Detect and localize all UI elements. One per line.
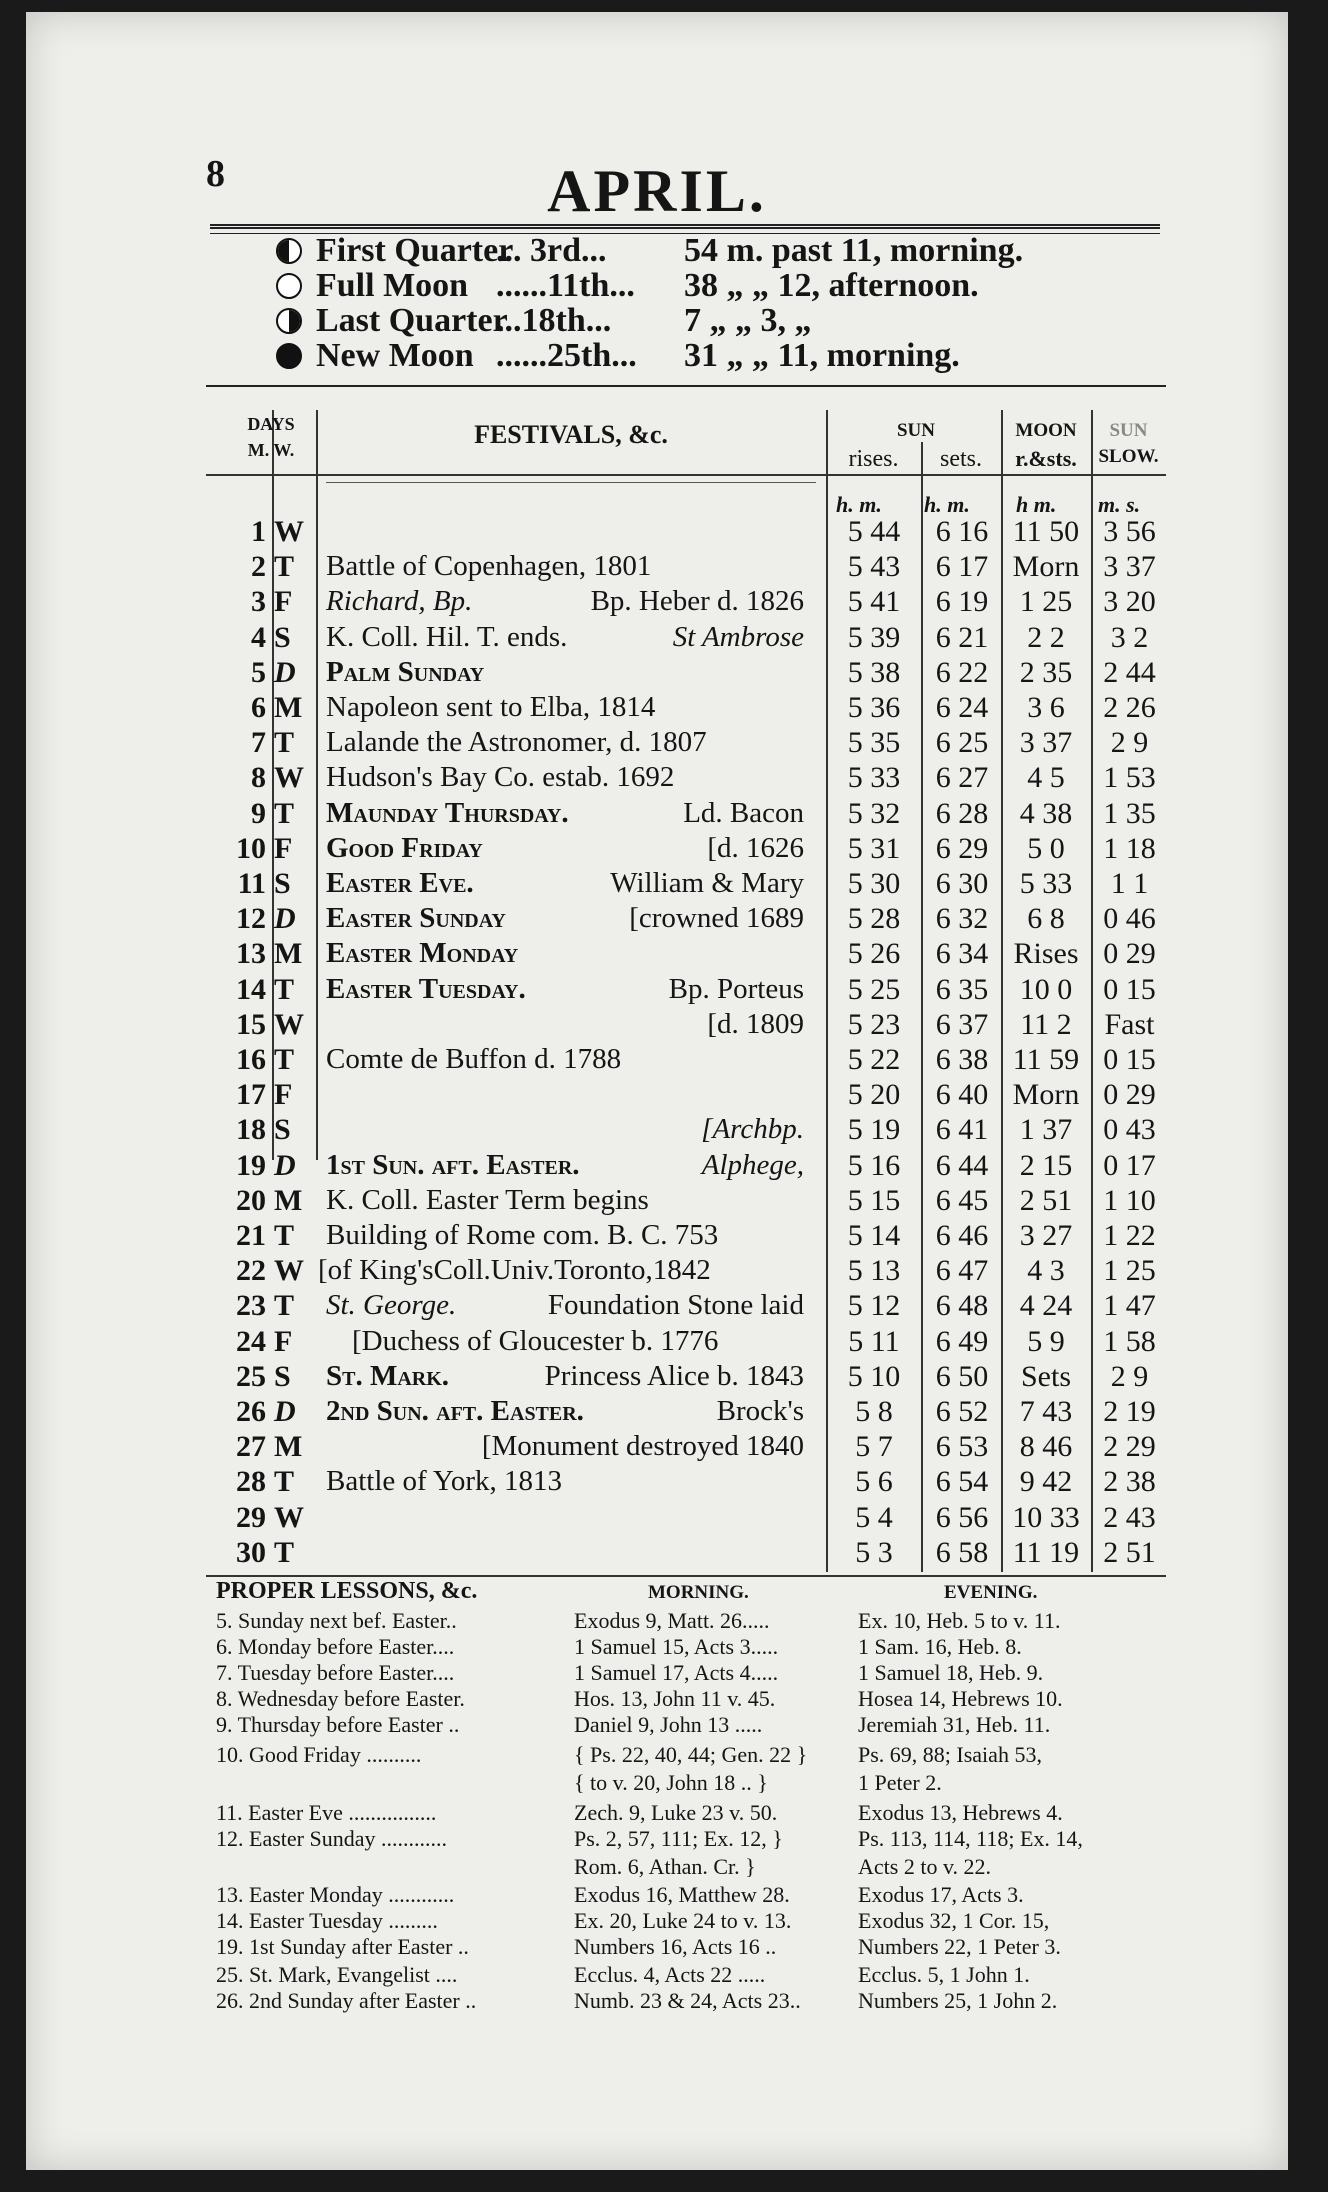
festival-text: [of King'sColl.Univ.Toronto,1842: [318, 1254, 711, 1287]
moon-rises-sets: 2 15: [1019, 1148, 1073, 1182]
lesson-day: 14. Easter Tuesday .........: [216, 1908, 438, 1933]
day-of-month: 26: [236, 1395, 266, 1428]
sun-rises: 5 22: [847, 1043, 901, 1076]
day-of-week: D: [274, 1395, 296, 1428]
day-of-month: 20: [236, 1183, 266, 1217]
moon-sub-header: r.&sts.: [1015, 446, 1077, 471]
day-of-week: M: [274, 1430, 303, 1464]
sun-slow: 2 44: [1103, 655, 1156, 689]
moon-phase-name: New Moon: [316, 337, 474, 374]
sun-sets: 6 27: [935, 761, 989, 795]
day-of-week: T: [274, 796, 295, 830]
sun-sets: 6 19: [935, 585, 989, 619]
day-of-week: M: [274, 937, 303, 971]
column-rule: [826, 410, 828, 1572]
sun-sets: 6 22: [935, 655, 989, 689]
sun-slow: Fast: [1104, 1007, 1155, 1041]
day-of-month: 7: [251, 726, 266, 760]
day-of-week: S: [274, 1359, 291, 1393]
festival-text-right: [crowned 1689: [629, 902, 804, 935]
lesson-evening: Ex. 10, Heb. 5 to v. 11.: [858, 1608, 1061, 1633]
day-of-month: 10: [236, 831, 266, 865]
sun-rises: 5 23: [847, 1007, 901, 1041]
sun-sets: 6 32: [935, 902, 989, 936]
moon-rises-sets: Morn: [1012, 1078, 1080, 1112]
sun-rises: 5 38: [847, 655, 901, 689]
moon-rises-sets: Morn: [1012, 550, 1080, 584]
festival-text: 1st Sun. aft. Easter.: [326, 1148, 580, 1181]
sun-rises: 5 41: [847, 585, 901, 619]
sun-sets: 6 17: [935, 550, 989, 584]
festival-text: Battle of Copenhagen, 1801: [326, 550, 652, 583]
sun-slow: 3 56: [1103, 515, 1156, 548]
lesson-morning: Ps. 2, 57, 111; Ex. 12, }: [574, 1826, 783, 1851]
day-of-week: W: [274, 761, 304, 795]
day-of-week: T: [274, 972, 295, 1006]
sun-slow: 1 22: [1103, 1219, 1156, 1252]
lesson-day: 8. Wednesday before Easter.: [216, 1686, 465, 1711]
lesson-evening: Acts 2 to v. 22.: [858, 1854, 992, 1879]
lesson-evening: Ps. 69, 88; Isaiah 53,: [858, 1742, 1042, 1767]
days-header: DAYS: [247, 414, 295, 434]
moon-phase-date: ... 3rd...: [496, 232, 607, 269]
day-of-month: 5: [251, 655, 266, 689]
sun-slow: 3 37: [1103, 550, 1156, 584]
festival-text: Richard, Bp.: [326, 585, 473, 618]
sun-sets: 6 46: [935, 1219, 989, 1252]
moon-rises-sets: 4 38: [1019, 796, 1073, 830]
sun-sets: 6 54: [935, 1465, 989, 1499]
festival-text: 2nd Sun. aft. Easter.: [326, 1395, 584, 1427]
moon-phase-time: 54 m. past 11, morning.: [684, 232, 1024, 269]
day-of-month: 3: [251, 585, 266, 619]
lesson-day: 13. Easter Monday ............: [216, 1882, 455, 1907]
lesson-evening: Exodus 32, 1 Cor. 15,: [858, 1908, 1050, 1933]
sun-rises: 5 3: [855, 1535, 893, 1569]
day-of-month: 11: [237, 867, 266, 900]
lesson-morning: Daniel 9, John 13 .....: [574, 1712, 763, 1737]
festival-text: Hudson's Bay Co. estab. 1692: [326, 761, 675, 794]
moon-rises-sets: 4 24: [1019, 1289, 1073, 1323]
moon-rises-sets: 8 46: [1019, 1430, 1073, 1464]
day-of-month: 14: [236, 972, 266, 1006]
moon-rises-sets: 4 5: [1027, 761, 1065, 795]
sun-slow-sub-header: SLOW.: [1098, 446, 1159, 467]
day-of-week: F: [274, 831, 293, 865]
morning-header: MORNING.: [648, 1582, 749, 1603]
lesson-day: 6. Monday before Easter....: [216, 1634, 455, 1659]
sun-slow: 1 58: [1103, 1324, 1156, 1358]
moon-rises-sets: 4 3: [1027, 1254, 1065, 1288]
day-of-month: 22: [236, 1254, 266, 1288]
festival-text-right: Bp. Porteus: [668, 972, 804, 1005]
day-of-month: 13: [236, 937, 266, 971]
festival-text-right: Foundation Stone laid: [547, 1289, 804, 1322]
festival-text: Easter Tuesday.: [326, 972, 526, 1005]
sun-slow: 0 15: [1103, 972, 1156, 1006]
calendar-table: [26, 12, 1288, 1612]
lesson-morning: Numb. 23 & 24, Acts 23..: [574, 1988, 801, 2013]
day-of-month: 27: [236, 1430, 266, 1464]
day-of-month: 29: [236, 1500, 266, 1534]
sun-rises: 5 4: [855, 1500, 893, 1534]
sun-slow: 2 43: [1103, 1500, 1156, 1534]
day-of-month: 30: [236, 1535, 266, 1569]
rises-header: rises.: [848, 446, 899, 472]
moon-rises-sets: 2 2: [1027, 620, 1065, 654]
units-rises: h. m.: [836, 492, 882, 517]
sun-sets: 6 35: [935, 972, 989, 1006]
sun-slow: 1 1: [1110, 867, 1149, 900]
festival-text: Easter Monday: [326, 937, 519, 970]
lesson-day: 26. 2nd Sunday after Easter ..: [216, 1988, 477, 2013]
day-of-week: W: [274, 1254, 304, 1288]
sun-slow: 1 35: [1103, 796, 1156, 830]
festival-text: Easter Sunday: [326, 902, 506, 935]
sun-slow: 2 38: [1103, 1465, 1156, 1499]
day-of-week: W: [274, 1500, 304, 1534]
day-of-month: 25: [236, 1359, 266, 1393]
sun-sets: 6 44: [935, 1148, 989, 1182]
lesson-morning: 1 Samuel 17, Acts 4.....: [574, 1660, 779, 1685]
sun-sets: 6 21: [935, 620, 989, 654]
page-number: 8: [206, 153, 225, 195]
sets-header: sets.: [940, 446, 982, 472]
day-of-week: T: [274, 1465, 295, 1499]
sun-rises: 5 26: [847, 937, 901, 971]
day-of-week: T: [274, 726, 295, 760]
festivals-header: FESTIVALS, &c.: [474, 420, 668, 449]
sun-slow: 1 18: [1103, 831, 1156, 865]
day-of-week: T: [274, 1043, 295, 1076]
day-of-week: S: [274, 867, 291, 900]
sun-rises: 5 35: [847, 726, 901, 760]
moon-rises-sets: 1 25: [1019, 585, 1073, 619]
day-of-month: 4: [251, 620, 266, 654]
day-of-month: 16: [236, 1043, 266, 1076]
lesson-day: 25. St. Mark, Evangelist ....: [216, 1962, 458, 1987]
lesson-morning: Numbers 16, Acts 16 ..: [574, 1934, 777, 1959]
sun-rises: 5 15: [847, 1183, 901, 1217]
moon-rises-sets: 3 6: [1027, 691, 1065, 724]
day-of-month: 9: [251, 796, 266, 830]
lesson-evening: Ps. 113, 114, 118; Ex. 14,: [858, 1826, 1083, 1851]
day-of-month: 21: [236, 1219, 266, 1252]
sun-rises: 5 8: [855, 1395, 893, 1428]
sun-slow: 2 51: [1103, 1535, 1156, 1569]
sun-rises: 5 19: [847, 1113, 901, 1147]
sun-slow-header: SUN: [1109, 420, 1148, 441]
festival-text-right: St Ambrose: [672, 620, 804, 653]
lesson-morning: Hos. 13, John 11 v. 45.: [574, 1686, 776, 1711]
evening-header: EVENING.: [944, 1582, 1038, 1603]
sun-rises: 5 30: [847, 867, 901, 900]
day-of-month: 17: [236, 1078, 266, 1112]
sun-slow: 2 26: [1103, 691, 1156, 724]
sun-slow: 2 29: [1103, 1430, 1156, 1464]
day-of-month: 12: [236, 902, 266, 936]
moon-phase-name: First Quarter: [316, 232, 514, 269]
sun-rises: 5 20: [847, 1078, 901, 1112]
table-bottom-rule: [206, 1575, 1166, 1577]
lesson-evening: 1 Sam. 16, Heb. 8.: [858, 1634, 1022, 1659]
festival-text-right: [d. 1809: [707, 1007, 804, 1040]
lesson-day: 11. Easter Eve ................: [216, 1800, 437, 1825]
moon-phase-name: Full Moon: [316, 267, 469, 304]
festival-text-right: Bp. Heber d. 1826: [590, 585, 804, 618]
lesson-evening: 1 Samuel 18, Heb. 9.: [858, 1660, 1044, 1685]
sun-slow: 3 20: [1103, 585, 1156, 619]
sun-sets: 6 45: [935, 1183, 989, 1217]
lesson-morning: Ecclus. 4, Acts 22 .....: [574, 1962, 766, 1987]
moon-rises-sets: 5 9: [1027, 1324, 1065, 1358]
lesson-evening: Ecclus. 5, 1 John 1.: [858, 1962, 1030, 1987]
festival-text: [Duchess of Gloucester b. 1776: [352, 1324, 719, 1357]
moon-rises-sets: 7 43: [1019, 1395, 1073, 1428]
units-moon: h m.: [1016, 492, 1057, 517]
lesson-morning: Zech. 9, Luke 23 v. 50.: [574, 1800, 778, 1825]
lesson-morning: Exodus 16, Matthew 28.: [574, 1882, 790, 1907]
day-of-month: 15: [236, 1007, 266, 1041]
sun-rises: 5 25: [847, 972, 901, 1006]
lesson-day: 19. 1st Sunday after Easter ..: [216, 1934, 469, 1959]
moon-rises-sets: Rises: [1013, 937, 1079, 971]
sun-sets: 6 24: [935, 691, 989, 724]
sun-sets: 6 40: [935, 1078, 989, 1112]
festival-text: Easter Eve.: [326, 867, 474, 899]
lessons-title: PROPER LESSONS, &c.: [216, 1578, 478, 1604]
festival-text: Maunday Thursday.: [326, 796, 569, 829]
mw-header: M. W.: [247, 440, 295, 460]
month-title: APRIL.: [547, 158, 767, 224]
moon-phase-time: 38 „ „ 12, afternoon.: [684, 267, 979, 304]
sun-slow: 0 17: [1103, 1148, 1156, 1182]
day-of-week: T: [274, 1535, 295, 1569]
moon-phase-time: 7 „ „ 3, „: [684, 302, 812, 339]
lesson-day: 5. Sunday next bef. Easter..: [216, 1608, 457, 1633]
festival-text-right: [d. 1626: [707, 831, 804, 864]
day-of-week: S: [274, 1113, 291, 1147]
almanac-page: [26, 12, 1288, 2170]
festival-text-right: Ld. Bacon: [683, 796, 804, 829]
lesson-morning: { to v. 20, John 18 .. }: [574, 1770, 768, 1795]
sun-slow: 0 29: [1103, 937, 1156, 971]
festival-text: Good Friday: [326, 831, 483, 864]
sun-sets: 6 41: [935, 1113, 989, 1147]
festival-text-right: William & Mary: [610, 867, 804, 899]
sun-slow: 0 43: [1103, 1113, 1156, 1147]
moon-rises-sets: 10 0: [1019, 972, 1073, 1006]
day-of-week: W: [274, 515, 304, 548]
moon-rises-sets: 10 33: [1012, 1500, 1080, 1534]
lesson-day: 9. Thursday before Easter ..: [216, 1712, 460, 1737]
sun-sets: 6 48: [935, 1289, 989, 1323]
moon-rises-sets: 3 27: [1019, 1219, 1073, 1252]
day-of-month: 6: [251, 691, 266, 724]
units-slow: m. s.: [1098, 492, 1141, 517]
sun-slow: 0 46: [1103, 902, 1156, 936]
sun-sets: 6 30: [935, 867, 989, 900]
sun-slow: 1 47: [1103, 1289, 1156, 1323]
sun-slow: 1 53: [1103, 761, 1156, 795]
day-of-week: F: [274, 1078, 293, 1112]
sun-slow: 2 19: [1103, 1395, 1156, 1428]
lesson-day: 10. Good Friday ..........: [216, 1742, 422, 1767]
lesson-morning: Exodus 9, Matt. 26.....: [574, 1608, 770, 1633]
sun-rises: 5 6: [855, 1465, 893, 1499]
sun-sets: 6 56: [935, 1500, 989, 1534]
day-of-week: T: [274, 1219, 295, 1252]
day-of-month: 23: [236, 1289, 266, 1323]
sun-sets: 6 28: [935, 796, 989, 830]
day-of-month: 19: [236, 1148, 266, 1182]
day-of-month: 28: [236, 1465, 266, 1499]
moon-rises-sets: 11 59: [1012, 1043, 1080, 1076]
lesson-day: 7. Tuesday before Easter....: [216, 1660, 455, 1685]
lesson-evening: Numbers 25, 1 John 2.: [858, 1988, 1058, 2013]
festival-text-right: [Monument destroyed 1840: [481, 1430, 804, 1463]
day-of-week: F: [274, 1324, 293, 1358]
sun-sets: 6 47: [935, 1254, 989, 1288]
festival-text: Building of Rome com. B. C. 753: [326, 1219, 719, 1251]
moon-rises-sets: 6 8: [1027, 902, 1065, 936]
sun-rises: 5 12: [847, 1289, 901, 1323]
moon-phase-date: ......11th...: [496, 267, 635, 304]
moon-rises-sets: 3 37: [1019, 726, 1073, 760]
column-rule: [921, 442, 923, 1572]
moon-rises-sets: 2 51: [1019, 1183, 1073, 1217]
sun-rises: 5 43: [847, 550, 901, 584]
lesson-morning: Ex. 20, Luke 24 to v. 13.: [574, 1908, 792, 1933]
header-rule-2: [326, 482, 816, 483]
sun-rises: 5 36: [847, 691, 901, 724]
festival-text-right: Brock's: [716, 1395, 804, 1427]
festival-text: Lalande the Astronomer, d. 1807: [326, 726, 707, 759]
sun-sets: 6 25: [935, 726, 989, 760]
sun-sets: 6 52: [935, 1395, 989, 1428]
lesson-evening: Exodus 13, Hebrews 4.: [858, 1800, 1063, 1825]
moon-rises-sets: 2 35: [1019, 655, 1073, 689]
festival-text: K. Coll. Hil. T. ends.: [326, 620, 568, 653]
sun-rises: 5 7: [855, 1430, 893, 1464]
day-of-month: 1: [251, 515, 266, 548]
sun-rises: 5 39: [847, 620, 901, 654]
day-of-week: T: [274, 550, 295, 584]
festival-text: Palm Sunday: [326, 655, 485, 688]
units-sets: h. m.: [924, 492, 970, 517]
sun-sets: 6 53: [935, 1430, 989, 1464]
day-of-week: W: [274, 1007, 304, 1041]
sun-rises: 5 31: [847, 831, 901, 865]
moon-rises-sets: 11 50: [1012, 515, 1080, 548]
sun-sets: 6 50: [935, 1359, 989, 1393]
sun-slow: 0 29: [1103, 1078, 1156, 1112]
moon-rises-sets: 9 42: [1019, 1465, 1073, 1499]
festival-text: K. Coll. Easter Term begins: [326, 1183, 649, 1216]
festival-text: Comte de Buffon d. 1788: [326, 1043, 622, 1075]
sun-rises: 5 33: [847, 761, 901, 795]
sun-rises: 5 28: [847, 902, 901, 936]
day-of-month: 8: [251, 761, 266, 795]
day-of-week: S: [274, 620, 291, 654]
day-of-month: 24: [236, 1324, 266, 1358]
lesson-morning: Rom. 6, Athan. Cr. }: [574, 1854, 756, 1879]
lesson-evening: Exodus 17, Acts 3.: [858, 1882, 1024, 1907]
moon-rises-sets: 11 19: [1012, 1535, 1080, 1569]
sun-rises: 5 32: [847, 796, 901, 830]
day-of-week: D: [274, 655, 296, 689]
sun-slow: 3 2: [1110, 620, 1149, 654]
moon-phase-name: Last Quarter: [316, 302, 508, 339]
moon-phase-date: ......25th...: [496, 337, 637, 374]
day-of-week: T: [274, 1289, 295, 1323]
festival-text-right: [Archbp.: [701, 1113, 804, 1146]
day-of-week: M: [274, 691, 303, 724]
lesson-evening: Numbers 22, 1 Peter 3.: [858, 1934, 1061, 1959]
moon-rises-sets: 11 2: [1020, 1007, 1072, 1041]
sun-sets: 6 49: [935, 1324, 989, 1358]
sun-slow: 1 10: [1103, 1183, 1156, 1217]
moon-rises-sets: 1 37: [1019, 1113, 1073, 1147]
day-of-week: D: [274, 1148, 296, 1182]
sun-rises: 5 14: [847, 1219, 901, 1252]
moon-phase-date: ...18th...: [496, 302, 612, 339]
sun-rises: 5 44: [847, 515, 901, 548]
sun-rises: 5 11: [848, 1324, 900, 1358]
sun-sets: 6 29: [935, 831, 989, 865]
sun-slow: 1 25: [1103, 1254, 1156, 1288]
lesson-morning: { Ps. 22, 40, 44; Gen. 22 }: [574, 1742, 808, 1767]
festival-text: St. Mark.: [326, 1359, 450, 1392]
moon-rises-sets: 5 33: [1019, 867, 1073, 900]
moon-rises-sets: Sets: [1020, 1359, 1071, 1393]
sun-sets: 6 37: [935, 1007, 989, 1041]
day-of-week: M: [274, 1183, 303, 1217]
sun-header: SUN: [896, 420, 935, 441]
sun-slow: 0 15: [1103, 1043, 1156, 1076]
day-of-month: 2: [251, 550, 266, 584]
lesson-evening: 1 Peter 2.: [858, 1770, 942, 1795]
sun-slow: 2 9: [1110, 1359, 1149, 1393]
lesson-evening: Hosea 14, Hebrews 10.: [858, 1686, 1063, 1711]
sun-sets: 6 16: [935, 515, 989, 548]
day-of-month: 18: [236, 1113, 266, 1147]
festival-text-right: Alphege,: [701, 1148, 804, 1181]
sun-sets: 6 34: [935, 937, 989, 971]
header-rule: [206, 474, 1166, 476]
moon-header: MOON: [1015, 420, 1077, 441]
moon-phase-time: 31 „ „ 11, morning.: [684, 337, 960, 374]
day-of-week: F: [274, 585, 293, 619]
festival-text: Battle of York, 1813: [326, 1465, 563, 1498]
festival-text: St. George.: [326, 1289, 457, 1322]
festival-text-right: Princess Alice b. 1843: [544, 1359, 804, 1392]
lesson-morning: 1 Samuel 15, Acts 3.....: [574, 1634, 779, 1659]
sun-slow: 2 9: [1110, 726, 1149, 760]
sun-rises: 5 16: [847, 1148, 901, 1182]
lesson-day: 12. Easter Sunday ............: [216, 1826, 447, 1851]
sun-sets: 6 38: [935, 1043, 989, 1076]
sun-rises: 5 13: [847, 1254, 901, 1288]
column-rule: [316, 410, 318, 1160]
sun-sets: 6 58: [935, 1535, 989, 1569]
moon-rises-sets: 5 0: [1027, 831, 1065, 865]
lesson-evening: Jeremiah 31, Heb. 11.: [858, 1712, 1051, 1737]
day-of-week: D: [274, 902, 296, 936]
festival-text: Napoleon sent to Elba, 1814: [326, 691, 656, 723]
sun-rises: 5 10: [847, 1359, 901, 1393]
